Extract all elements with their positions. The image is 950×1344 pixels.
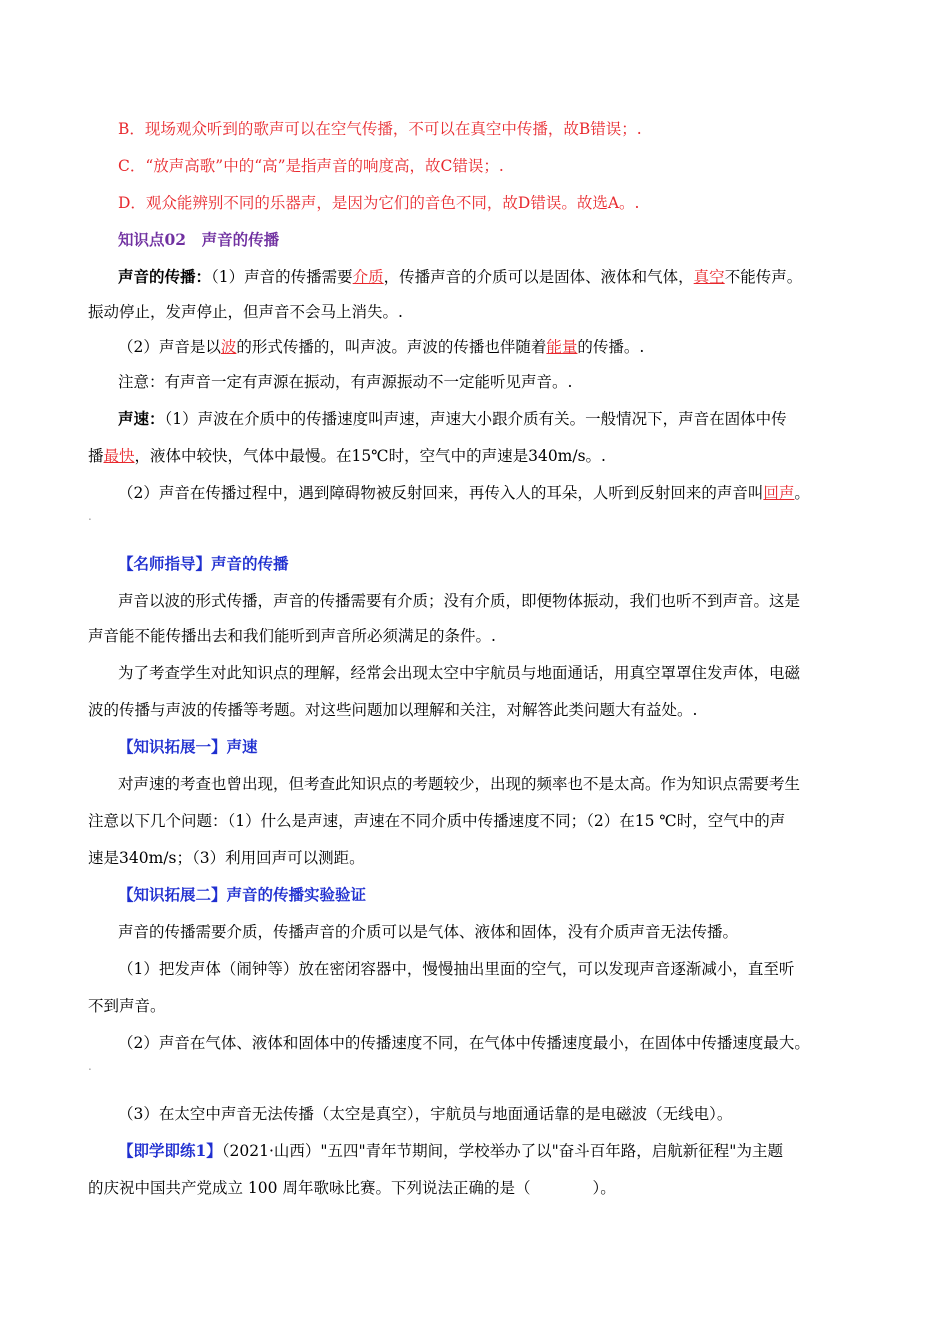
propagation-paragraph-1-cont: 振动停止，发声停止，但声音不会马上消失。.: [88, 303, 403, 321]
extension-2-text-1: 声音的传播需要介质，传播声音的介质可以是气体、液体和固体，没有介质声音无法传播。: [118, 923, 739, 941]
option-d-explanation: D．观众能辨别不同的乐器声，是因为它们的音色不同，故D错误。故选A。.: [118, 194, 640, 212]
speed-paragraph-2: [118, 482, 878, 504]
text: （2）声音在传播过程中，遇到障碍物被反射回来，再传入人的耳朵，人听到反射回来的声音叫: [118, 484, 764, 502]
paragraph-mark: .: [88, 509, 92, 523]
extension-1-text-1: 对声速的考查也曾出现，但考查此知识点的考题较少，出现的频率也不是太高。作为知识点需要考生: [118, 775, 801, 793]
practice-question-line-1: [118, 1140, 878, 1162]
knowledge-point-title: 知识点02 声音的传播: [118, 230, 280, 249]
key-term-echo: 回声: [763, 484, 795, 502]
guide-text-2: 声音能不能传播出去和我们能听到声音所必须满足的条件。.: [88, 627, 496, 645]
extension-1-text-3: 速是340m/s；（3）利用回声可以测距。: [88, 849, 365, 867]
text: 不能传声。: [724, 268, 803, 286]
text: （2）声音是以: [118, 338, 221, 356]
propagation-paragraph-2: [118, 336, 878, 358]
practice-question-line-2: 的庆祝中国共产党成立 100 周年歌咏比赛。下列说法正确的是（ ）。: [88, 1179, 616, 1197]
note-line: 注意：有声音一定有声源在振动，有声源振动不一定能听见声音。.: [118, 373, 573, 391]
key-term-wave: 波: [220, 338, 237, 356]
key-term-fastest: 最快: [103, 447, 135, 465]
text: ，传播声音的介质可以是固体、液体和气体，: [383, 268, 694, 286]
text: 。: [794, 484, 810, 502]
propagation-label: 声音的传播：: [118, 267, 212, 286]
text: 的传播。.: [577, 338, 645, 356]
extension-2-text-4: （2）声音在气体、液体和固体中的传播速度不同，在气体中传播速度最小，在固体中传播速度最大。: [118, 1034, 810, 1052]
guide-text-3: 为了考查学生对此知识点的理解，经常会出现太空中宇航员与地面通话，用真空罩罩住发声体，电磁: [118, 664, 801, 682]
key-term-energy: 能量: [546, 338, 578, 356]
propagation-paragraph-1: [118, 266, 878, 288]
text: 播: [88, 447, 104, 465]
option-c-explanation: C．“放声高歌”中的“高”是指声音的响度高，故C错误；.: [118, 157, 504, 175]
text: 的形式传播的，叫声波。声波的传播也伴随着: [236, 338, 547, 356]
extension-1-title: 【知识拓展一】声速: [118, 737, 258, 756]
paragraph-mark: .: [88, 1059, 92, 1073]
guide-text-4: 波的传播与声波的传播等考题。对这些问题加以理解和关注，对解答此类问题大有益处。.: [88, 701, 698, 719]
speed-label: 声速：: [118, 409, 165, 428]
text: （1）声波在介质中的传播速度叫声速，声速大小跟介质有关。一般情况下，声音在固体中传: [164, 410, 787, 428]
extension-1-text-2: 注意以下几个问题：（1）什么是声速，声速在不同介质中传播速度不同；（2）在15 ℃时，空气中的声: [88, 812, 786, 830]
extension-2-text-5: （3）在太空中声音无法传播（太空是真空），宇航员与地面通话靠的是电磁波（无线电）。: [118, 1105, 733, 1123]
speed-paragraph-1-cont: [88, 445, 878, 467]
text: （1）声音的传播需要: [211, 268, 353, 286]
extension-2-text-3: 不到声音。: [88, 997, 166, 1015]
text: （2021·山西）"五四"青年节期间，学校举办了以"奋斗百年路，启航新征程"为主题: [221, 1142, 783, 1160]
option-b-explanation: B．现场观众听到的歌声可以在空气传播，不可以在真空中传播，故B错误；.: [118, 120, 642, 138]
practice-label: 【即学即练1】: [118, 1141, 222, 1160]
extension-2-title: 【知识拓展二】声音的传播实验验证: [118, 885, 367, 904]
speed-paragraph-1: [118, 408, 878, 430]
key-term-medium: 介质: [352, 268, 384, 286]
guide-text-1: 声音以波的形式传播，声音的传播需要有介质；没有介质，即便物体振动，我们也听不到声音。这是: [118, 592, 801, 610]
teacher-guide-title: 【名师指导】声音的传播: [118, 554, 289, 573]
key-term-vacuum: 真空: [693, 268, 725, 286]
text: ，液体中较快，气体中最慢。在15℃时，空气中的声速是340m/s。.: [134, 447, 606, 465]
extension-2-text-2: （1）把发声体（闹钟等）放在密闭容器中，慢慢抽出里面的空气，可以发现声音逐渐减小，直至听: [118, 960, 795, 978]
